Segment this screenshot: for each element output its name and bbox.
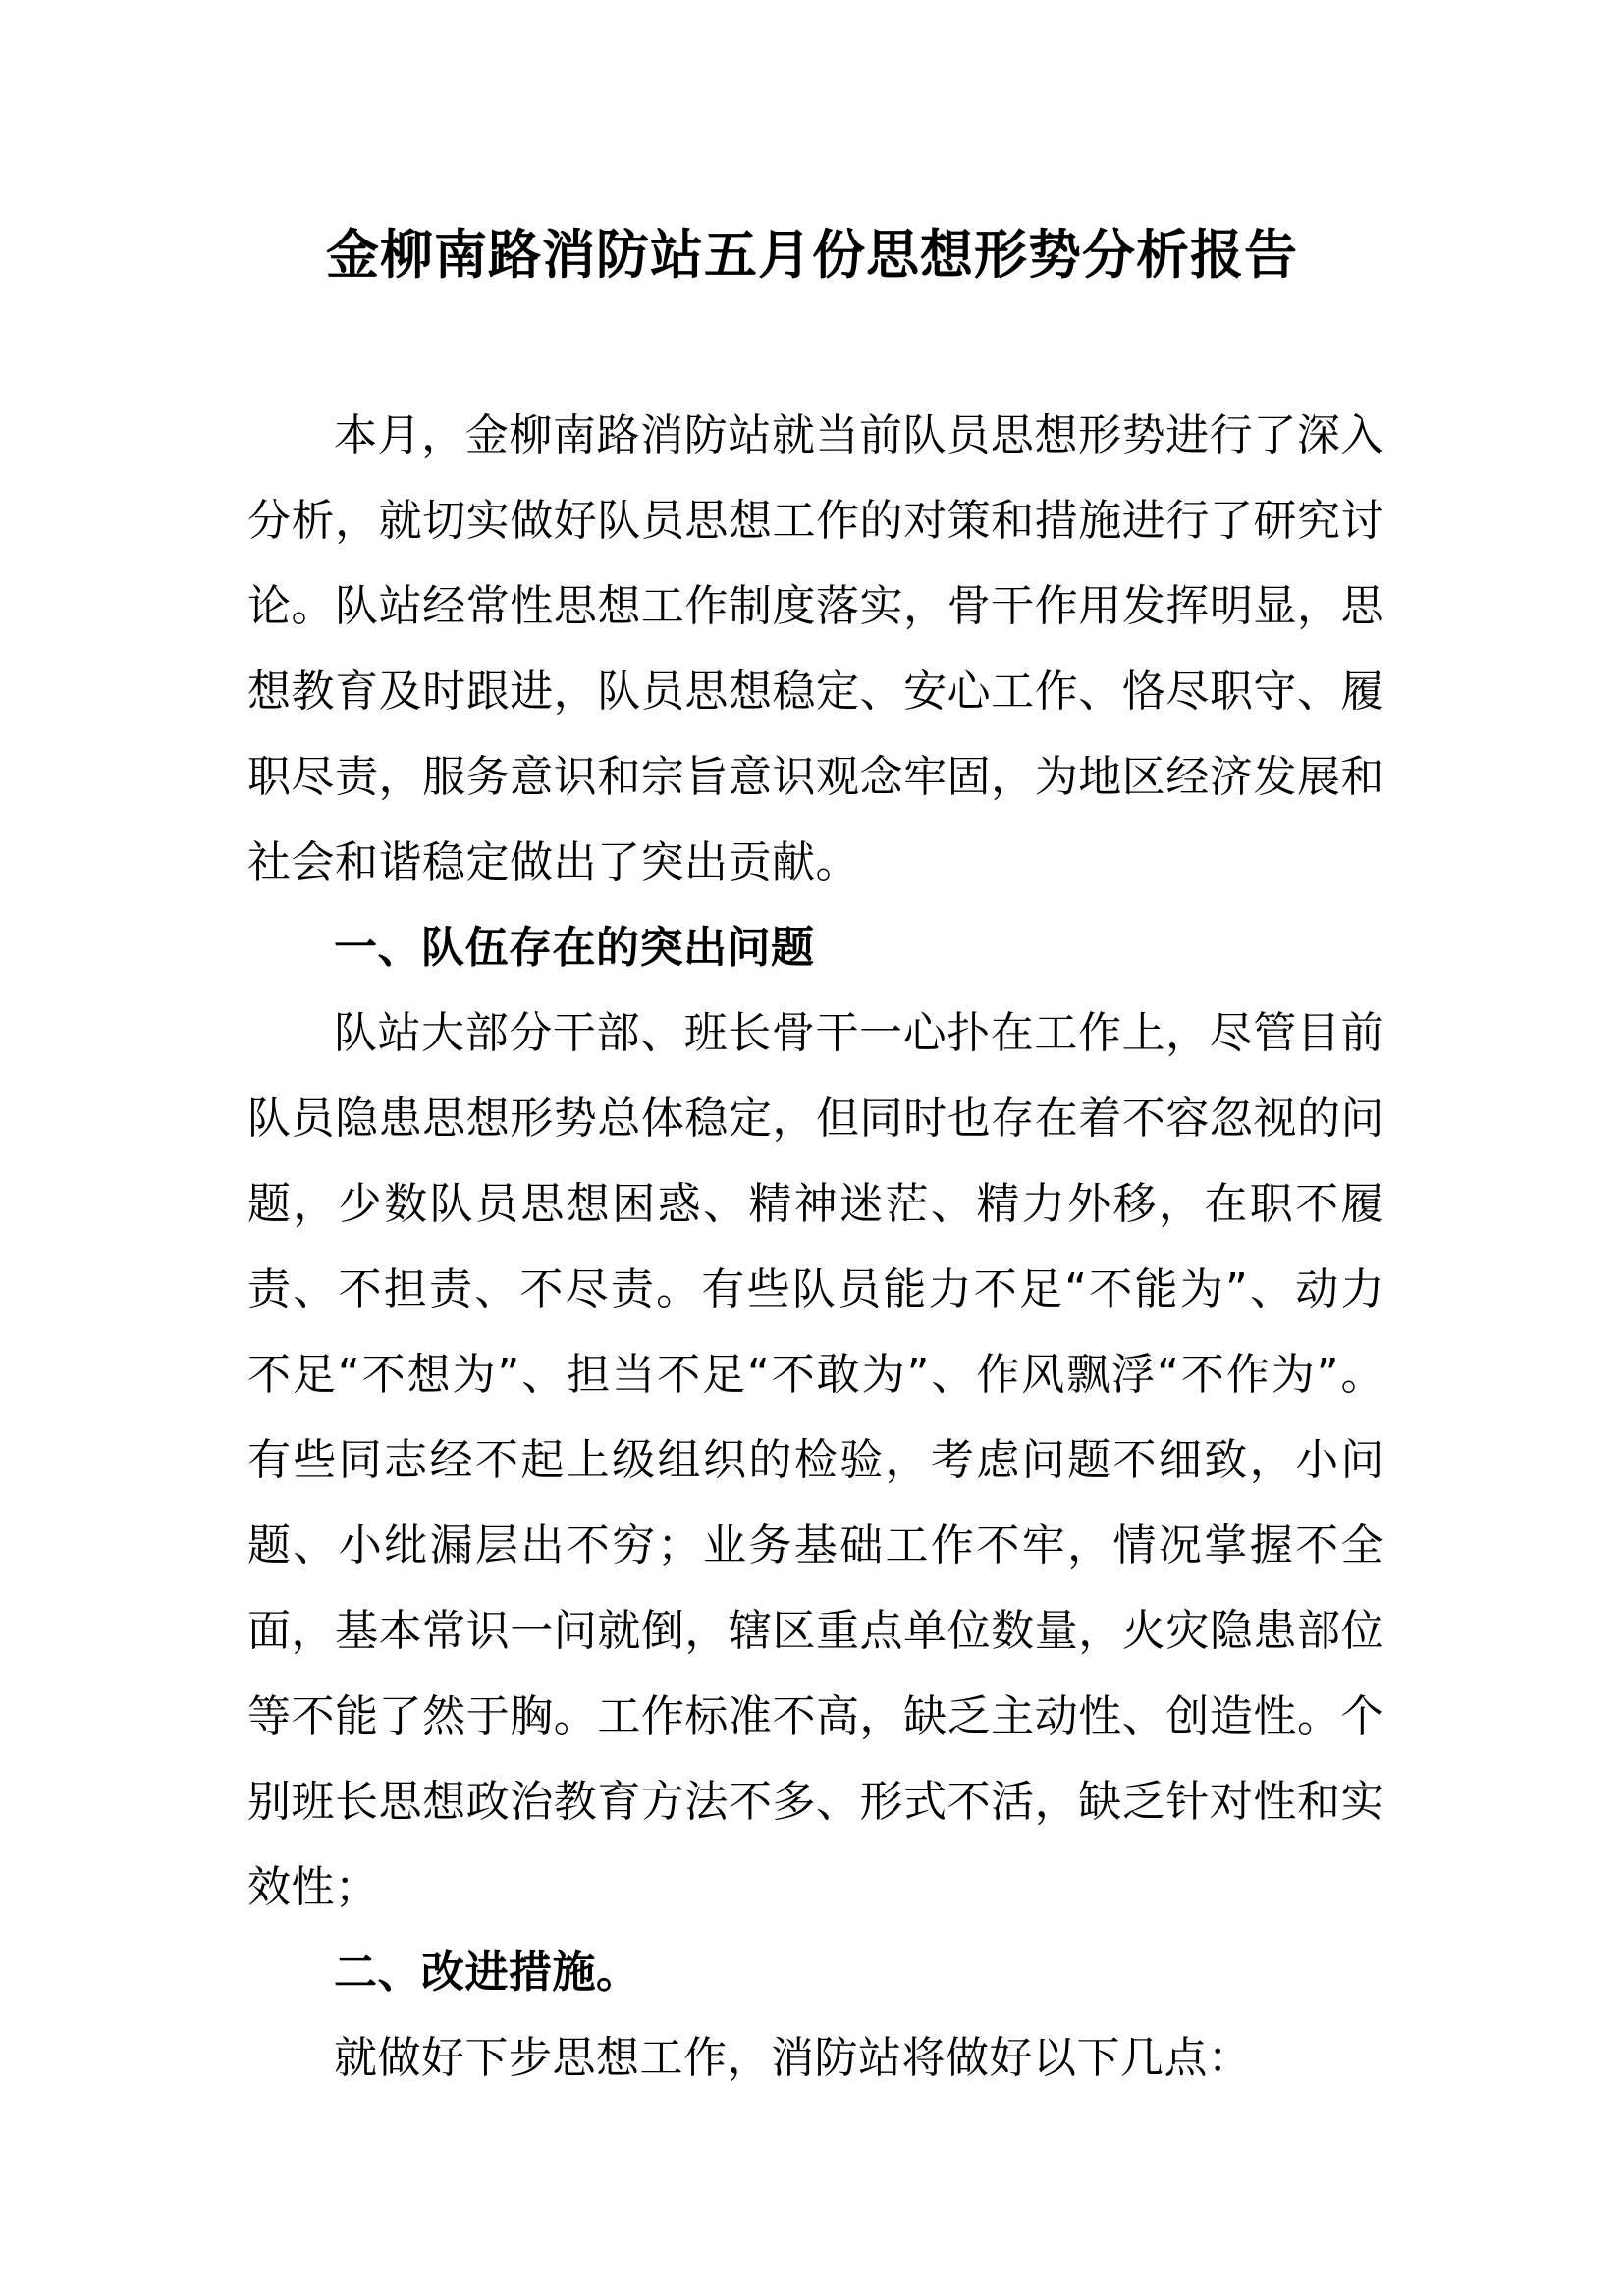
document-title: 金柳南路消防站五月份思想形势分析报告 [326, 224, 1298, 286]
section-2-heading: 二、改进措施。 [334, 1948, 640, 1998]
section-1-paragraph: 队站大部分干部、班长骨干一心扑在工作上，尽管目前队员隐患思想形势总体稳定，但同时也存在着不容忽视的问题，少数队员思想困惑、精神迷茫、精力外移，在职不履责、不担责、不尽责。有些队员能力不足“不能为”、动力不足“不想为”、担当不足“不敢为”、作风飘浮“不作为”。有些同志经不起上级组织的检验，考虑问题不细致，小问题、小纰漏层出不穷；业务基础工作不牢，情况掌握不全面，基本常识一问就倒，辖区重点单位数量，火灾隐患部位等不能了然于胸。工作标准不高，缺乏主动性、创造性。个别班长思想政治教育方法不多、形式不活，缺乏针对性和实效性； [247, 1008, 1384, 1912]
document-body [247, 393, 1384, 2101]
section-2-paragraph: 就做好下步思想工作，消防站将做好以下几点： [334, 2033, 1252, 2083]
intro-paragraph: 本月，金柳南路消防站就当前队员思想形势进行了深入分析，就切实做好队员思想工作的对策和措施进行了研究讨论。队站经常性思想工作制度落实，骨干作用发挥明显，思想教育及时跟进，队员思想稳定、安心工作、恪尽职守、履职尽责，服务意识和宗旨意识观念牢固，为地区经济发展和社会和谐稳定做出了突出贡献。 [247, 410, 1384, 887]
section-1-heading: 一、队伍存在的突出问题 [334, 923, 815, 973]
